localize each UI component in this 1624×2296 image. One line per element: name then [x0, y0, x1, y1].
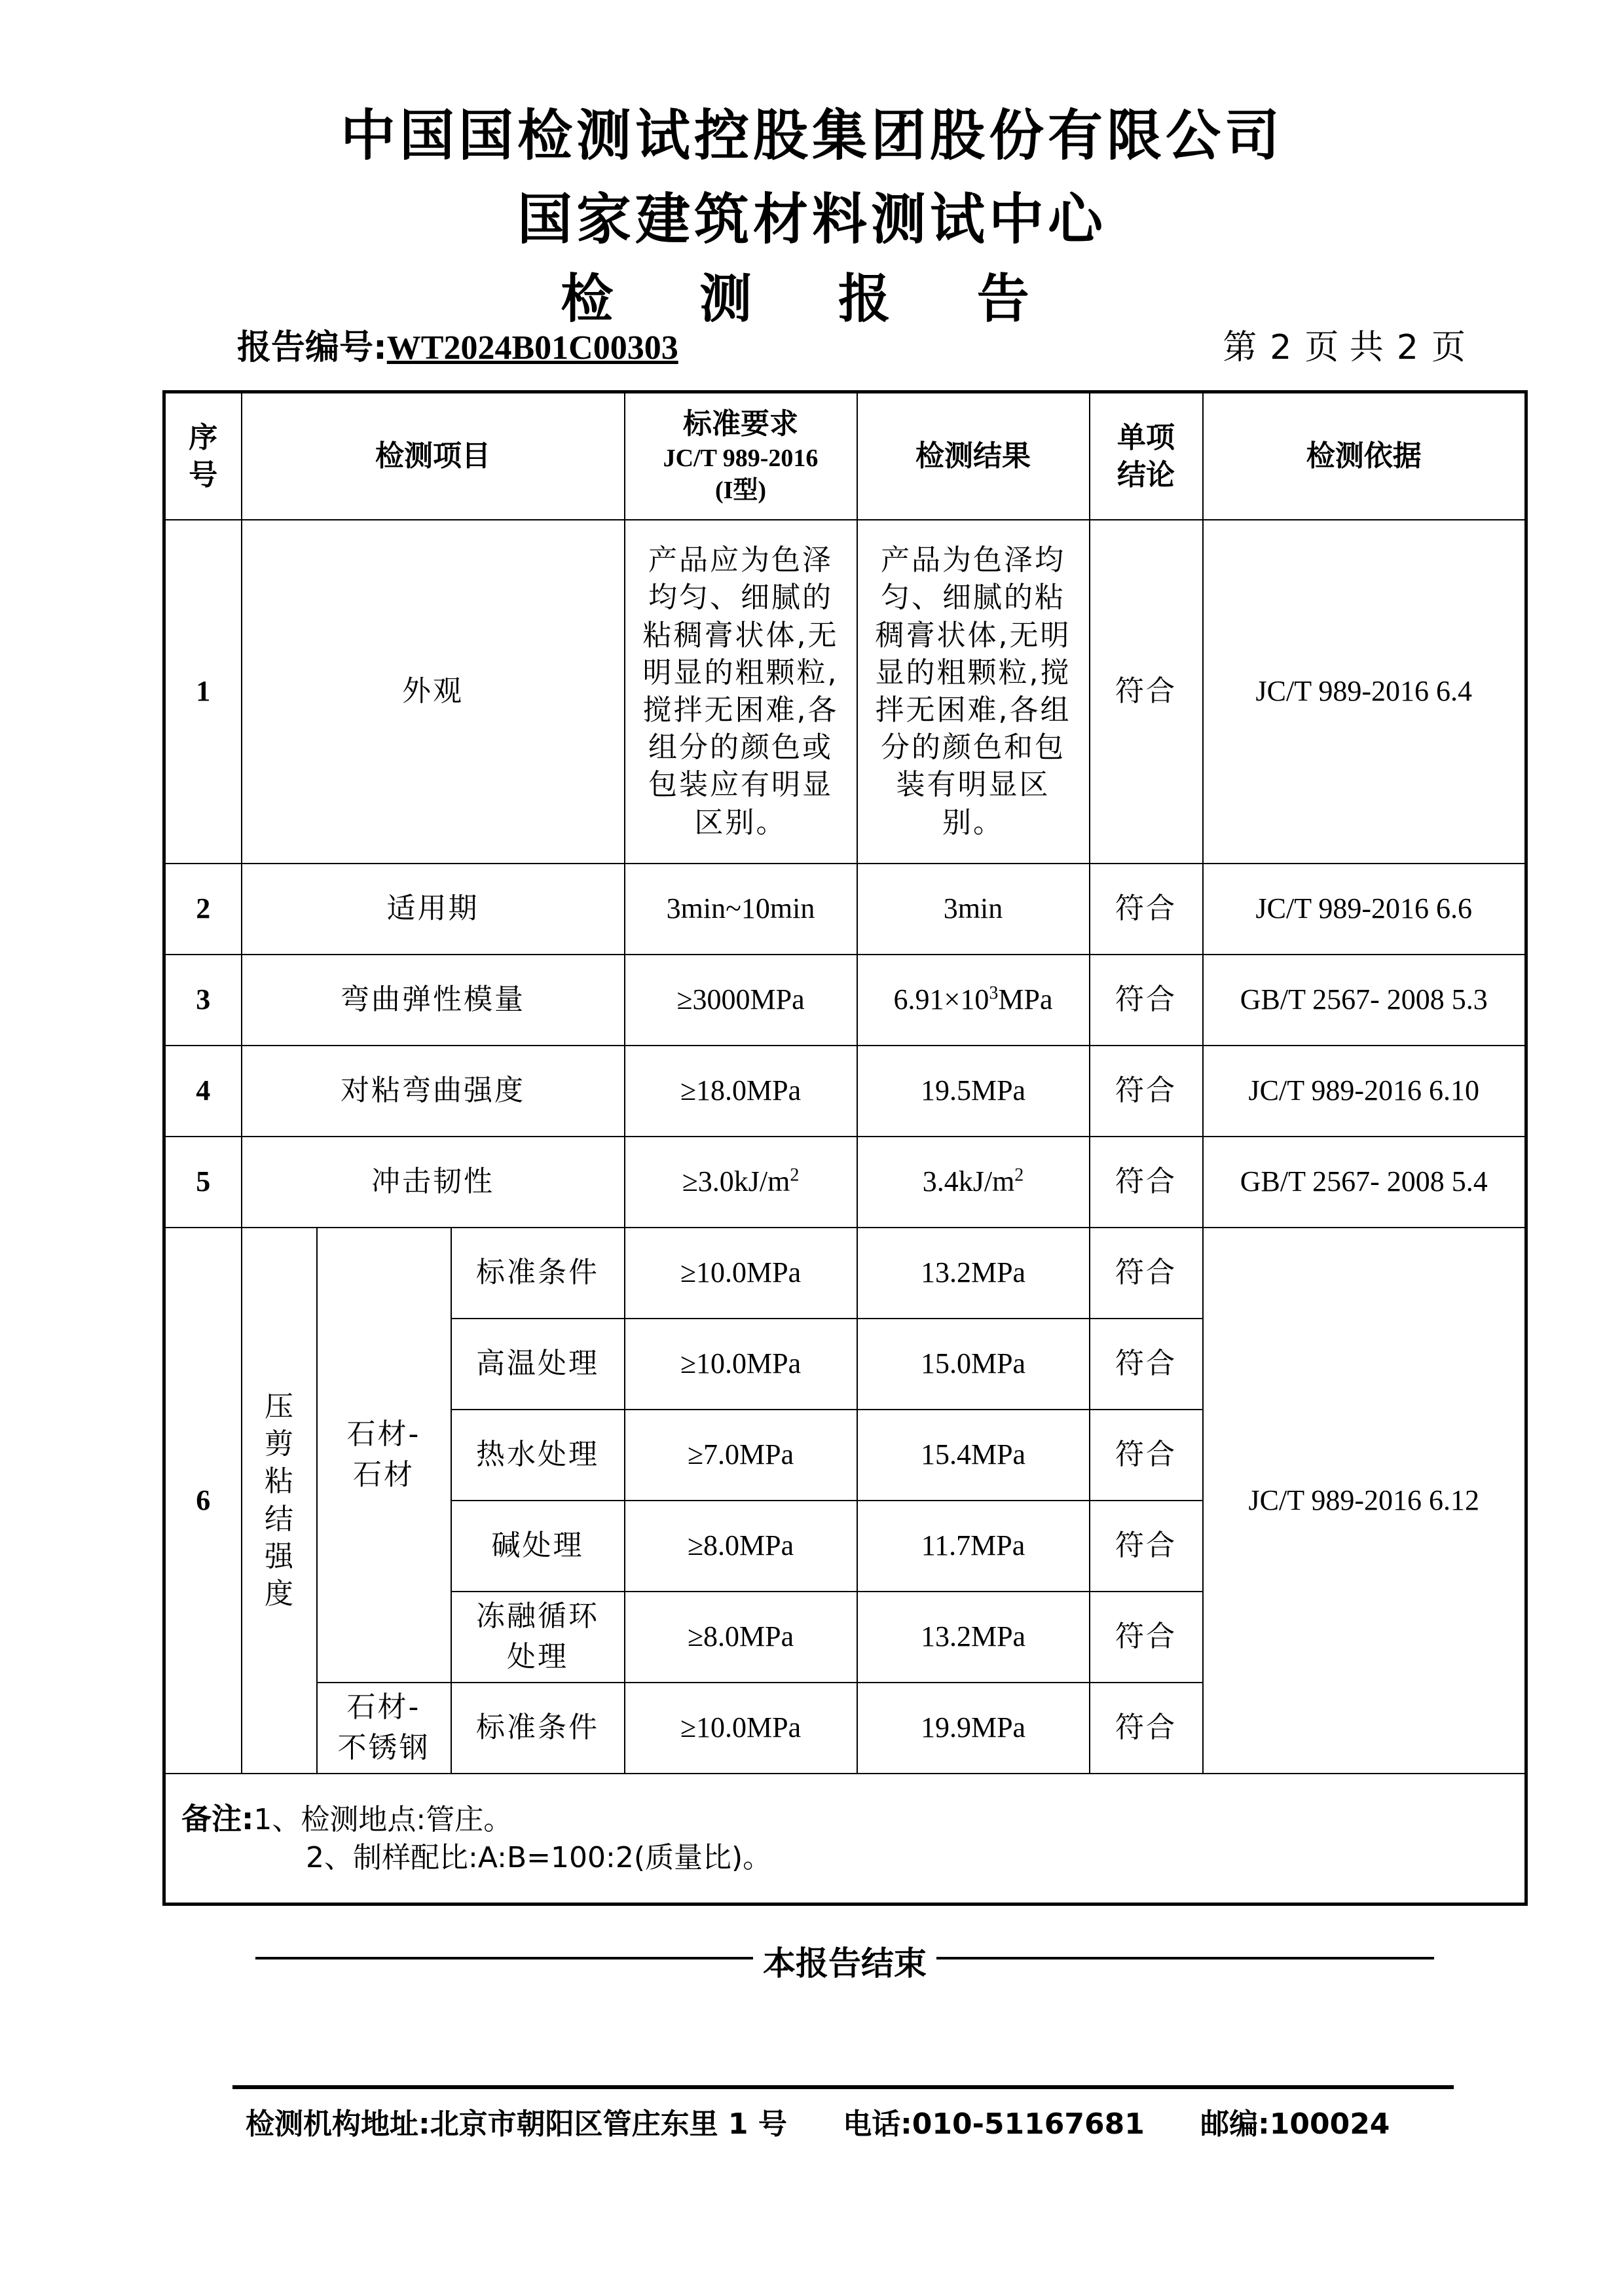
end-of-report-divider — [255, 1935, 1434, 1980]
row-seq: 3 — [164, 955, 242, 1046]
row-requirement: ≥3000MPa — [625, 955, 857, 1046]
row-group-label — [242, 1228, 317, 1774]
row-condition: 标准条件 — [451, 1228, 625, 1319]
row-condition: 碱处理 — [451, 1501, 625, 1592]
row-basis: GB/T 2567- 2008 5.4 — [1203, 1137, 1526, 1228]
table-row — [164, 955, 1526, 1046]
row-conclusion: 符合 — [1090, 955, 1203, 1046]
page-label: 页 共 — [1304, 328, 1384, 367]
header-standard-type: (I型) — [714, 477, 767, 505]
row-seq: 6 — [164, 1228, 242, 1774]
table-row — [164, 1137, 1526, 1228]
header-item: 检测项目 — [242, 392, 625, 520]
row-result: 13.2MPa — [857, 1228, 1090, 1319]
row-result: 产品为色泽均匀、细腻的粘稠膏状体,无明显的粗颗粒,搅拌无困难,各组分的颜色和包装有明显区别。 — [857, 520, 1090, 864]
company-name: 中国国检测试控股集团股份有限公司 — [340, 103, 1283, 168]
note-line-2: 2、制样配比:A:B=100:2(质量比)。 — [306, 1841, 772, 1875]
row-condition — [451, 1592, 625, 1683]
row-requirement: ≥10.0MPa — [625, 1319, 857, 1410]
page-label: 第 — [1223, 328, 1257, 367]
notes-row — [164, 1774, 1526, 1904]
header-conclusion: 单项结论 — [1090, 392, 1203, 520]
row-seq: 2 — [164, 864, 242, 955]
row-item: 冲击韧性 — [242, 1137, 625, 1228]
table-row — [164, 1228, 1526, 1319]
row-basis: JC/T 989-2016 6.10 — [1203, 1046, 1526, 1137]
row-condition: 标准条件 — [451, 1683, 625, 1774]
row-basis: JC/T 989-2016 6.4 — [1203, 520, 1526, 864]
row-requirement: ≥10.0MPa — [625, 1683, 857, 1774]
row-item: 对粘弯曲强度 — [242, 1046, 625, 1137]
row-requirement — [625, 1137, 857, 1228]
row-conclusion: 符合 — [1090, 1501, 1203, 1592]
row-basis: JC/T 989-2016 6.12 — [1203, 1228, 1526, 1774]
row-result: 11.7MPa — [857, 1501, 1090, 1592]
note-line-1: 1、检测地点:管庄。 — [253, 1803, 513, 1837]
row-conclusion: 符合 — [1090, 1592, 1203, 1683]
notes — [164, 1774, 1526, 1904]
row-result: 13.2MPa — [857, 1592, 1090, 1683]
row-basis: GB/T 2567- 2008 5.3 — [1203, 955, 1526, 1046]
row-subgroup-stone-steel — [317, 1683, 451, 1774]
row-conclusion: 符合 — [1090, 1410, 1203, 1501]
row-result: 19.5MPa — [857, 1046, 1090, 1137]
row-condition: 热水处理 — [451, 1410, 625, 1501]
footer-postcode: 邮编:100024 — [1200, 2107, 1390, 2141]
row-conclusion: 符合 — [1090, 1137, 1203, 1228]
table-row — [164, 864, 1526, 955]
header-standard — [625, 392, 857, 520]
result-exponent: 3 — [989, 983, 999, 1004]
row-requirement: ≥8.0MPa — [625, 1501, 857, 1592]
row-conclusion: 符合 — [1090, 520, 1203, 864]
page-indicator — [1216, 319, 1472, 369]
row-condition: 高温处理 — [451, 1319, 625, 1410]
row-requirement: ≥8.0MPa — [625, 1592, 857, 1683]
group-vertical-text: 压 剪 粘 结 强 度 — [265, 1389, 293, 1611]
row-item: 弯曲弹性模量 — [242, 955, 625, 1046]
report-number-value: WT2024B01C00303 — [386, 329, 678, 367]
row-conclusion: 符合 — [1090, 1319, 1203, 1410]
row-result — [857, 955, 1090, 1046]
table-header-row — [164, 392, 1526, 520]
header-basis: 检测依据 — [1203, 392, 1526, 520]
table-row — [164, 1046, 1526, 1137]
row-result: 15.4MPa — [857, 1410, 1090, 1501]
row-conclusion: 符合 — [1090, 1683, 1203, 1774]
row-conclusion: 符合 — [1090, 1228, 1203, 1319]
page-total: 2 — [1396, 328, 1418, 367]
report-number-label: 报告编号: — [237, 328, 387, 367]
requirement-base: ≥3.0kJ/m — [682, 1165, 790, 1198]
row-result: 15.0MPa — [857, 1319, 1090, 1410]
footer — [246, 2100, 1390, 2142]
row-conclusion: 符合 — [1090, 1046, 1203, 1137]
notes-label: 备注: — [181, 1801, 254, 1837]
row-requirement: ≥10.0MPa — [625, 1228, 857, 1319]
end-of-report-text: 本报告结束 — [759, 1944, 931, 1982]
document-title: 检 测 报 告 — [561, 268, 1063, 329]
row-seq: 1 — [164, 520, 242, 864]
row-item: 适用期 — [242, 864, 625, 955]
row-subgroup-stone-stone — [317, 1228, 451, 1683]
row-seq: 4 — [164, 1046, 242, 1137]
row-item: 外观 — [242, 520, 625, 864]
footer-address: 检测机构地址:北京市朝阳区管庄东里 1 号 — [246, 2107, 787, 2141]
report-number — [237, 319, 678, 369]
header-standard-code: JC/T 989-2016 — [663, 444, 819, 472]
page-label: 页 — [1431, 328, 1466, 367]
header-seq: 序号 — [164, 392, 242, 520]
row-conclusion: 符合 — [1090, 864, 1203, 955]
result-unit: MPa — [998, 983, 1053, 1016]
table-row — [164, 520, 1526, 864]
row-requirement: 产品应为色泽均匀、细腻的粘稠膏状体,无明显的粗颗粒,搅拌无困难,各组分的颜色或包装应有明显区别。 — [625, 520, 857, 864]
result-base: 6.91×10 — [893, 983, 989, 1016]
row-result — [857, 1137, 1090, 1228]
condition-label: 冻融循环 处理 — [476, 1599, 599, 1673]
test-results-table — [162, 390, 1528, 1906]
result-exponent: 2 — [1014, 1165, 1024, 1186]
row-result: 19.9MPa — [857, 1683, 1090, 1774]
row-requirement: ≥18.0MPa — [625, 1046, 857, 1137]
result-base: 3.4kJ/m — [922, 1165, 1015, 1198]
subgroup-label: 石材- 不锈钢 — [337, 1690, 430, 1764]
row-requirement: ≥7.0MPa — [625, 1410, 857, 1501]
row-seq: 5 — [164, 1137, 242, 1228]
header-standard-title: 标准要求 — [683, 407, 799, 441]
row-requirement: 3min~10min — [625, 864, 857, 955]
center-name: 国家建筑材料测试中心 — [517, 187, 1107, 251]
header-result: 检测结果 — [857, 392, 1090, 520]
row-result: 3min — [857, 864, 1090, 955]
page-current: 2 — [1270, 328, 1292, 367]
requirement-exponent: 2 — [790, 1165, 800, 1186]
footer-phone: 电话:010-51167681 — [843, 2107, 1145, 2141]
subgroup-label: 石材- 石材 — [346, 1417, 421, 1491]
row-basis: JC/T 989-2016 6.6 — [1203, 864, 1526, 955]
footer-rule — [232, 2085, 1454, 2089]
